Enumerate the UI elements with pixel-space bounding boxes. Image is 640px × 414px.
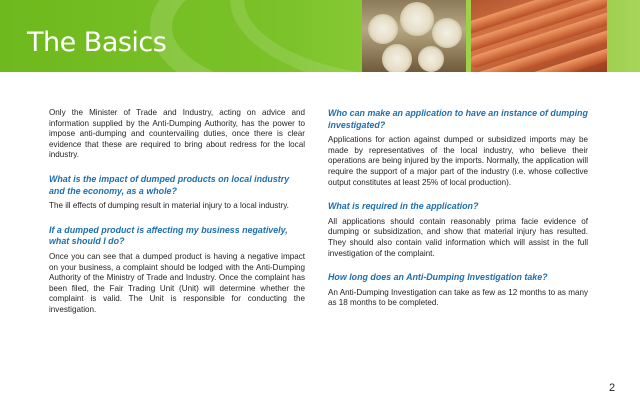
page-title: The Basics [27, 27, 167, 58]
page-number: 2 [609, 382, 616, 394]
paper-roll [418, 46, 444, 72]
answer-who-can-apply: Applications for action against dumped or subsidized imports may be made by representatives of the local industry, who believe their operations are being injured by the imports. Normally, the application will require the support of a major part of the industry (i.e. whose collective output constitutes at least 25% of local production). [328, 135, 588, 187]
paper-roll [432, 18, 462, 48]
question-who-can-apply: Who can make an application to have an instance of dumping investigated? [328, 108, 588, 130]
paper-roll [382, 44, 412, 72]
question-application-requirements: What is required in the application? [328, 201, 479, 212]
paper-roll [400, 2, 434, 36]
question-what-to-do: If a dumped product is affecting my business negatively, what should I do? [49, 224, 288, 247]
left-column [49, 108, 305, 316]
answer-impact: The ill effects of dumping result in material injury to a local industry. [49, 201, 289, 211]
header-banner [0, 0, 640, 72]
roof-tiles-photo [471, 0, 607, 72]
answer-what-to-do: Once you can see that a dumped product is having a negative impact on your business, a complaint should be lodged with the Anti-Dumping Authority of the Ministry of Trade and Industry. Once the complaint has been filed, the Fair Trading Unit (Unit) will determine whether the complaint is valid. The Unit is responsible for conducting the investigation. [49, 251, 305, 314]
question-investigation-duration: How long does an Anti-Dumping Investigation take? [328, 272, 548, 283]
answer-investigation-duration: An Anti-Dumping Investigation can take as few as 12 months to as many as 18 months to be completed. [328, 287, 588, 308]
right-column [328, 108, 588, 309]
banner-end [607, 0, 640, 72]
intro-paragraph: Only the Minister of Trade and Industry, acting on advice and information supplied by the Anti-Dumping Authority, has the power to impose anti-dumping and countervailing duties, once there is clear evidence that these are required to bring about redress for the local industry. [49, 108, 305, 160]
paper-roll [368, 14, 398, 44]
paper-rolls-photo [362, 0, 466, 72]
question-impact: What is the impact of dumped products on local industry and the economy, as a whole? [49, 173, 290, 196]
answer-application-requirements: All applications should contain reasonably prima facie evidence of dumping or subsidization, and show that material injury has resulted. They should also contain valid information which will assist in the full investigation of the complaint. [328, 216, 588, 258]
